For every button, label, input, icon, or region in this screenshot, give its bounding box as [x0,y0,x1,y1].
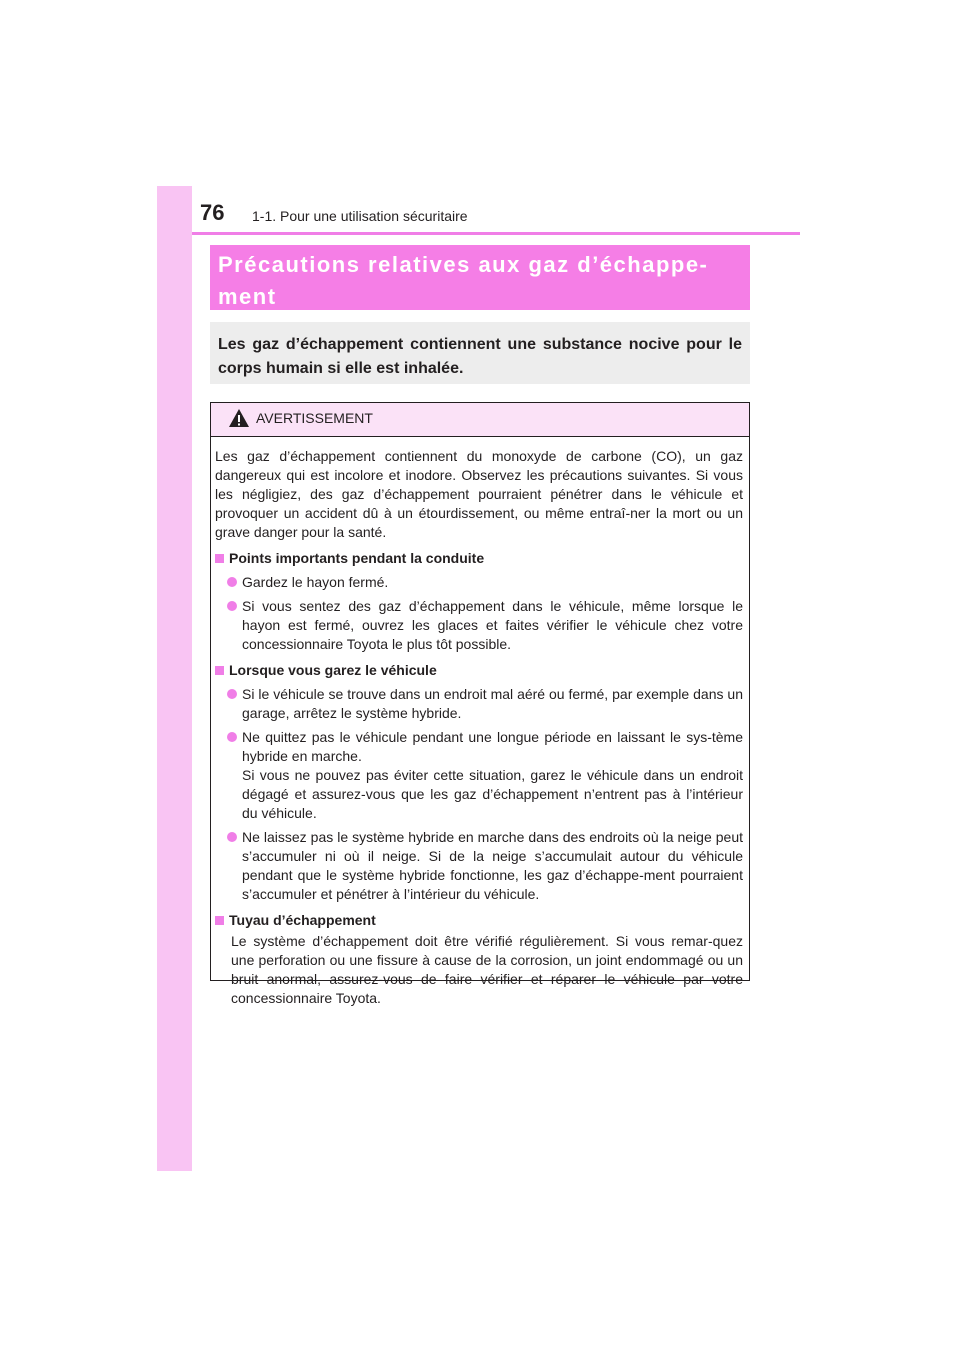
list-item-continuation: Si vous ne pouvez pas éviter cette situation, garez le véhicule dans un endroit dégagé et assurez-vous que les gaz d’échappement n’entrent pas à l’intérieur du véhicule. [242,767,743,821]
square-bullet-icon [215,554,224,563]
warning-body [211,437,749,1008]
list-item-text: Si vous sentez des gaz d’échappement dans le véhicule, même lorsque le hayon est fermé, ouvrez les glaces et faites vérifier le véhicule chez votre concessionnaire Toyota le plus tôt possible. [242,598,743,652]
warning-header [211,403,749,437]
warning-triangle-icon [228,408,250,428]
title-bar [210,245,750,310]
round-bullet-icon [227,732,237,742]
section-heading [215,911,743,930]
section-heading [215,549,743,568]
round-bullet-icon [227,577,237,587]
warning-box [210,402,750,1006]
warning-intro: Les gaz d’échappement contiennent du monoxyde de carbone (CO), un gaz dangereux qui est incolore et inodore. Observez les précautions suivantes. Si vous les négligiez, des gaz d’échappement pourraient pénétrer dans le véhicule et provoquer un accident dû à un étourdissement, ou même entraî-ner la mort ou un grave danger pour la santé. [215,448,743,540]
list-item [227,685,743,723]
section-text: Le système d’échappement doit être vérifié régulièrement. Si vous remar-quez une perforation ou une fissure à cause de la corrosion, un joint endommagé ou un bruit anormal, assurez-vous de faire vérifier et réparer le véhicule par votre concessionnaire Toyota. [231,933,743,1006]
list-item [227,597,743,654]
list-item-text: Ne laissez pas le système hybride en marche dans des endroits où la neige peut s’accumuler ni où il neige. Si de la neige s’accumulait autour du véhicule pendant que le système hybride fonctionne, les gaz d’échappe-ment pourraient s’accumuler et pénétrer à l’intérieur du véhicule. [242,829,743,902]
square-bullet-icon [215,916,224,925]
page-number: 76 [200,200,225,225]
page-title: Précautions relatives aux gaz d’échappe-ment [218,252,709,309]
round-bullet-icon [227,832,237,842]
intro-box [210,322,750,384]
list-item [227,728,743,823]
section-heading-text: Tuyau d’échappement [229,912,376,928]
warning-label: AVERTISSEMENT [256,410,373,426]
round-bullet-icon [227,601,237,611]
list-item-text: Gardez le hayon fermé. [242,574,389,590]
section-heading-text: Lorsque vous garez le véhicule [229,662,437,678]
header-rule [192,232,800,235]
section-heading [215,661,743,680]
intro-text: Les gaz d’échappement contiennent une substance nocive pour le corps humain si elle est inhalée. [218,336,742,377]
section-heading-text: Points importants pendant la conduite [229,550,485,566]
list-item-text: Ne quittez pas le véhicule pendant une longue période en laissant le sys-tème hybride en marche. [242,729,743,764]
round-bullet-icon [227,689,237,699]
side-tab [157,186,192,1171]
list-item [227,573,743,592]
section-label: 1-1. Pour une utilisation sécuritaire [252,208,468,224]
square-bullet-icon [215,666,224,675]
list-item [227,828,743,904]
list-item-text: Si le véhicule se trouve dans un endroit mal aéré ou fermé, par exemple dans un garage, arrêtez le système hybride. [242,686,743,721]
